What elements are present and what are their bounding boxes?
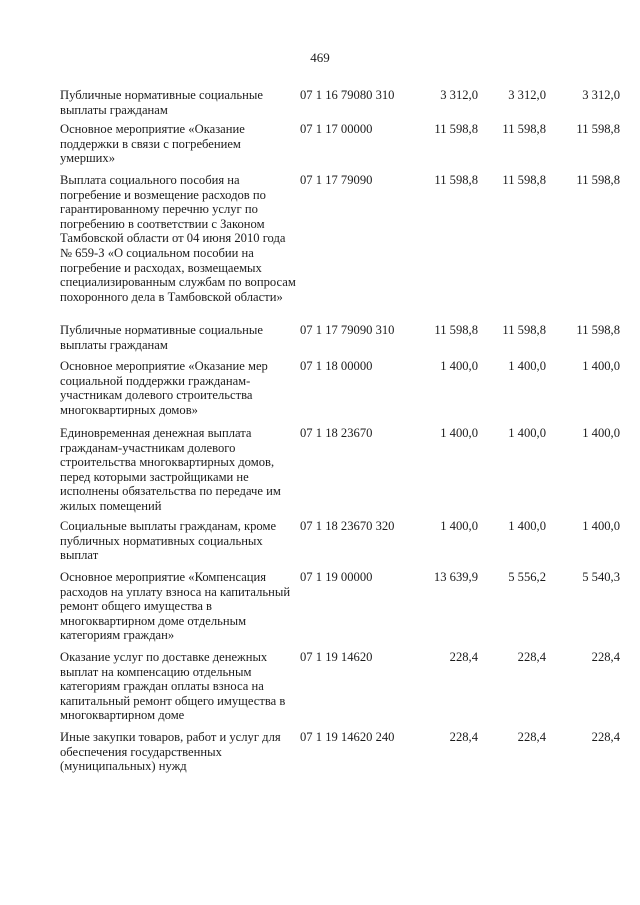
page-number: 469 (310, 50, 330, 65)
row-code: 07 1 18 00000 (300, 359, 373, 373)
table-row (60, 173, 620, 323)
table-row (60, 88, 620, 122)
row-value-3: 228,4 (591, 650, 620, 664)
row-value-2: 1 400,0 (508, 359, 546, 373)
budget-table (60, 88, 620, 780)
row-value-3: 5 540,3 (582, 570, 620, 584)
row-code: 07 1 19 14620 240 (300, 730, 395, 744)
row-code: 07 1 17 00000 (300, 122, 373, 136)
row-value-2: 11 598,8 (502, 173, 546, 187)
row-value-1: 3 312,0 (440, 88, 478, 102)
row-code: 07 1 17 79090 310 (300, 323, 395, 337)
row-code: 07 1 19 00000 (300, 570, 373, 584)
row-name: Иные закупки товаров, работ и услуг для обеспечения государственных (муниципальных) нужд (60, 730, 281, 774)
row-value-3: 1 400,0 (582, 359, 620, 373)
row-value-3: 11 598,8 (576, 173, 620, 187)
row-value-3: 228,4 (591, 730, 620, 744)
table-row (60, 323, 620, 359)
row-value-2: 228,4 (517, 730, 546, 744)
row-name: Основное мероприятие «Оказание поддержки в связи с погребением умерших» (60, 122, 245, 166)
row-value-1: 1 400,0 (440, 426, 478, 440)
row-value-2: 5 556,2 (508, 570, 546, 584)
table-row (60, 519, 620, 570)
table-row (60, 426, 620, 519)
row-value-2: 11 598,8 (502, 323, 546, 337)
row-value-3: 1 400,0 (582, 426, 620, 440)
row-value-2: 3 312,0 (508, 88, 546, 102)
row-value-3: 1 400,0 (582, 519, 620, 533)
row-value-1: 11 598,8 (434, 122, 478, 136)
row-name: Единовременная денежная выплата гражданам-участникам долевого строительства многоквартирных домов, перед которыми застройщиками не исполнены обязательства по передаче им жилых помещений (60, 426, 281, 513)
row-code: 07 1 17 79090 (300, 173, 373, 187)
row-value-2: 11 598,8 (502, 122, 546, 136)
row-name: Выплата социального пособия на погребение и возмещение расходов по гарантированному перечню услуг по погребению в соответствии с Законом Тамбовской области от 04 июня 2010 года № 659-З «О социальном пособии на погребение и расходах, возмещаемых специализированным службам по вопросам похоронного дела в Тамбовской области» (60, 173, 296, 304)
row-code: 07 1 18 23670 (300, 426, 373, 440)
row-name: Оказание услуг по доставке денежных выплат на компенсацию отдельным категориям граждан оплаты взноса на капитальный ремонт общего имущества в многоквартирном доме (60, 650, 286, 723)
row-value-2: 228,4 (517, 650, 546, 664)
row-value-1: 228,4 (449, 730, 478, 744)
row-value-1: 11 598,8 (434, 323, 478, 337)
row-value-1: 11 598,8 (434, 173, 478, 187)
row-name: Основное мероприятие «Компенсация расходов на уплату взноса на капитальный ремонт общего имущества в многоквартирном доме отдельным категориям граждан» (60, 570, 291, 643)
table-row (60, 730, 620, 780)
table-row (60, 122, 620, 173)
table-row (60, 359, 620, 426)
row-value-3: 11 598,8 (576, 122, 620, 136)
row-name: Социальные выплаты гражданам, кроме публичных нормативных социальных выплат (60, 519, 277, 563)
row-value-1: 13 639,9 (433, 570, 478, 584)
row-name: Основное мероприятие «Оказание мер социальной поддержки гражданам-участникам долевого строительства многоквартирных домов» (60, 359, 268, 417)
row-name: Публичные нормативные социальные выплаты гражданам (60, 88, 263, 117)
row-value-1: 228,4 (449, 650, 478, 664)
row-name: Публичные нормативные социальные выплаты гражданам (60, 323, 263, 352)
table-row (60, 650, 620, 730)
row-value-1: 1 400,0 (440, 519, 478, 533)
row-value-1: 1 400,0 (440, 359, 478, 373)
row-value-2: 1 400,0 (508, 426, 546, 440)
row-code: 07 1 18 23670 320 (300, 519, 395, 533)
row-value-3: 11 598,8 (576, 323, 620, 337)
table-row (60, 570, 620, 650)
row-value-3: 3 312,0 (582, 88, 620, 102)
row-code: 07 1 16 79080 310 (300, 88, 395, 102)
row-code: 07 1 19 14620 (300, 650, 373, 664)
row-value-2: 1 400,0 (508, 519, 546, 533)
